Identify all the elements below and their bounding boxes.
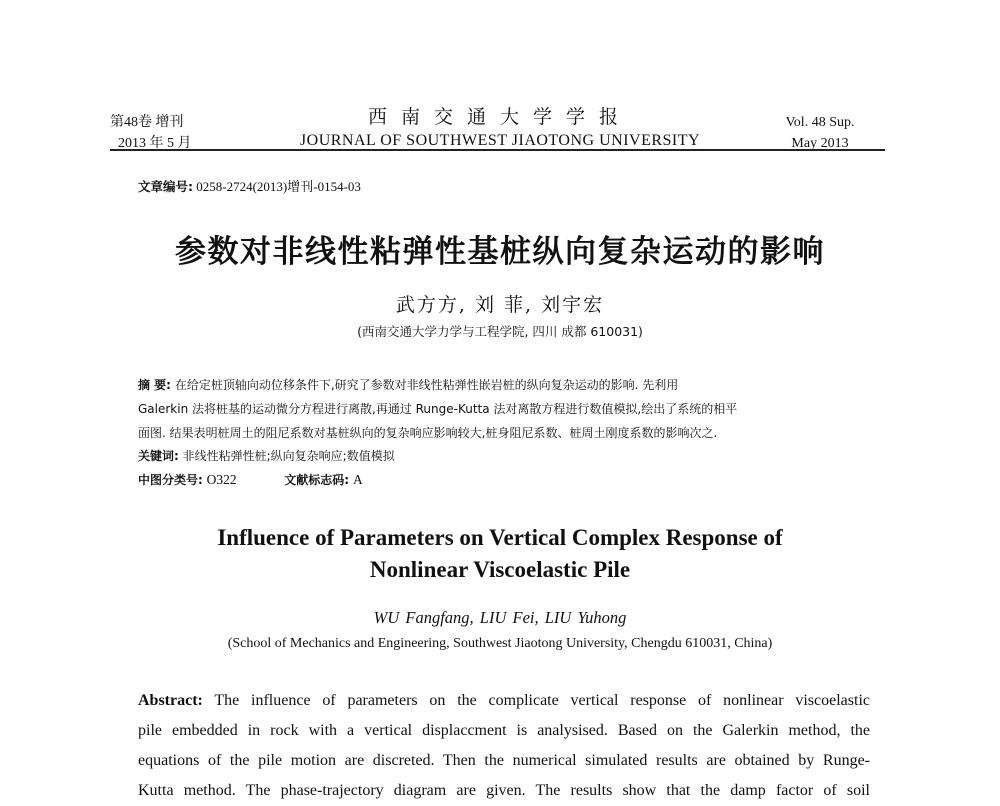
publication-date-cn: 2013 年 5 月 bbox=[118, 136, 192, 151]
abstract-cn-line-2: Galerkin 法将桩基的运动微分方程进行离散,再通过 Runge-Kutta 法对离散方程进行数值模拟,绘出了系统的相平 bbox=[138, 402, 738, 416]
abstract-en-line-3: equations of the pile motion are discreted. Then the numerical simulated results are obtained by Runge- bbox=[138, 752, 870, 769]
paper-title-en-line-1: Influence of Parameters on Vertical Complex Response of bbox=[217, 525, 783, 550]
article-number-label: 文章编号: bbox=[138, 179, 193, 194]
volume-issue-en: Vol. 48 Sup. bbox=[785, 115, 855, 130]
keywords-cn-value: 非线性粘弹性桩;纵向复杂响应;数值模拟 bbox=[182, 449, 395, 463]
abstract-en-line-4: Kutta method. The phase-trajectory diagram are given. The results show that the damp factor of soil bbox=[138, 782, 870, 799]
article-number bbox=[138, 176, 361, 195]
paper-title-en-line-2: Nonlinear Viscoelastic Pile bbox=[369, 557, 631, 582]
article-number-value: 0258-2724(2013)增刊-0154-03 bbox=[196, 179, 361, 194]
abstract-en-line-1: Abstract: The influence of parameters on the complicate vertical response of nonlinear viscoelastic bbox=[138, 692, 870, 709]
abstract-cn bbox=[138, 373, 870, 445]
affiliation-cn: (西南交通大学力学与工程学院, 四川 成都 610031) bbox=[357, 324, 643, 339]
clc-label: 中图分类号: bbox=[138, 473, 203, 487]
volume-issue-cn: 第48卷 增刊 bbox=[110, 115, 184, 130]
abstract-cn-line-3: 面图. 结果表明桩周土的阻尼系数对基桩纵向的复杂响应影响较大,桩身阻尼系数、桩周土刚度系数的影响次之. bbox=[138, 426, 718, 440]
keywords-cn-label: 关键词: bbox=[138, 449, 179, 463]
abstract-en bbox=[138, 686, 870, 806]
journal-volume-cn bbox=[110, 112, 192, 154]
authors-en: WU Fangfang, LIU Fei, LIU Yuhong bbox=[373, 608, 627, 627]
header-divider bbox=[110, 149, 885, 151]
publication-date-en: May 2013 bbox=[791, 136, 849, 151]
paper-title-en bbox=[0, 522, 1000, 586]
keywords-cn bbox=[138, 444, 395, 468]
journal-volume-en bbox=[745, 112, 895, 154]
clc-value: O322 bbox=[206, 472, 237, 487]
abstract-cn-line-1: 在给定桩顶轴向动位移条件下,研究了参数对非线性粘弹性嵌岩桩的纵向复杂运动的影响. 先利用 bbox=[174, 378, 679, 392]
paper-title-cn: 参数对非线性粘弹性基桩纵向复杂运动的影响 bbox=[175, 234, 825, 270]
doc-code-value: A bbox=[352, 472, 363, 487]
doc-code-label: 文献标志码: bbox=[284, 473, 350, 487]
journal-name bbox=[250, 104, 750, 151]
journal-name-en: JOURNAL OF SOUTHWEST JIAOTONG UNIVERSITY bbox=[299, 132, 701, 149]
authors-cn: 武方方, 刘 菲, 刘宇宏 bbox=[395, 294, 605, 316]
abstract-en-label: Abstract: bbox=[138, 692, 203, 709]
abstract-en-line-2: pile embedded in rock with a vertical displaccment is analysised. Based on the Galerkin method, the bbox=[138, 722, 870, 739]
journal-name-cn: 西南交通大学学报 bbox=[367, 106, 632, 128]
affiliation-en: (School of Mechanics and Engineering, Southwest Jiaotong University, Chengdu 610031, China) bbox=[227, 636, 773, 651]
abstract-cn-label: 摘 要: bbox=[138, 378, 171, 392]
classification-cn bbox=[138, 468, 363, 492]
